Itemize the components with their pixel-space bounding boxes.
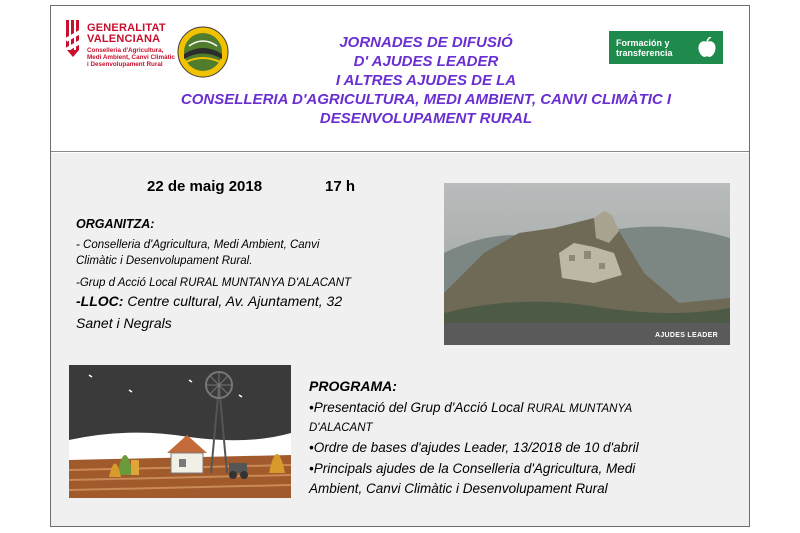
apple-icon (697, 37, 717, 58)
flyer-content (51, 153, 749, 526)
gva-name-line1: GENERALITAT (87, 22, 166, 34)
programa-item-3-line1: •Principals ajudes de la Conselleria d'Agricultura, Medi (309, 461, 636, 476)
gva-sub-line1: Conselleria d'Agricultura, (87, 47, 164, 54)
programa-item-1-cont: D'ALACANT (309, 422, 373, 434)
flyer-frame (50, 5, 750, 527)
photo-caption: AJUDES LEADER (654, 332, 718, 339)
ft-logo-line2: transferencia (616, 48, 673, 58)
lloc-label: -LLOC: (76, 293, 124, 309)
organitza-heading: ORGANITZA: (76, 217, 155, 231)
lloc-town: Sanet i Negrals (76, 315, 172, 331)
formacion-transferencia-logo (609, 31, 723, 64)
village-photo-image (444, 183, 730, 345)
title-line-3: I ALTRES AJUDES DE LA (335, 72, 517, 89)
title-line-4: CONSELLERIA D'AGRICULTURA, MEDI AMBIENT, CANVI CLIMÀTIC I (180, 91, 672, 108)
gva-name-line2: VALENCIANA (87, 33, 161, 45)
title-line-5: DESENVOLUPAMENT RURAL (319, 110, 533, 127)
event-date: 22 de maig 2018 (147, 178, 263, 195)
title-line-1: JORNADES DE DIFUSIÓ (339, 34, 513, 51)
organitza-line-2: Climàtic i Desenvolupament Rural. (76, 255, 253, 267)
farm-windmill-illustration-icon (69, 365, 291, 498)
flyer-header (51, 6, 749, 152)
gva-sub-line3: i Desenvolupament Rural (87, 61, 163, 68)
title-line-2: D' AJUDES LEADER (353, 53, 499, 70)
rural-illustration (69, 365, 291, 498)
generalitat-crest-icon (65, 20, 83, 58)
programa-heading: PROGRAMA: (309, 378, 397, 394)
programa-item-2: •Ordre de bases d'ajudes Leader, 13/2018 de 10 d'abril (309, 440, 639, 455)
organitza-line-1: - Conselleria d'Agricultura, Medi Ambient, Canvi (76, 239, 320, 251)
gva-sub-line2: Medi Ambient, Canvi Climàtic (87, 54, 175, 61)
lloc-block (76, 290, 386, 334)
event-time: 17 h (325, 178, 356, 195)
organitza-line-3: -Grup d Acció Local RURAL MUNTANYA D'ALACANT (76, 277, 352, 289)
programa-item-3-line2: Ambient, Canvi Climàtic i Desenvolupament Rural (309, 481, 608, 496)
village-photo (444, 183, 730, 345)
programa-item-1-main: •Presentació del Grup d'Acció Local (309, 400, 528, 415)
programa-item-1-gal: RURAL MUNTANYA (527, 403, 633, 415)
ft-logo-line1: Formación y (616, 38, 670, 48)
programa-item-1 (309, 398, 729, 419)
lloc-address: Centre cultural, Av. Ajuntament, 32 (123, 293, 343, 309)
